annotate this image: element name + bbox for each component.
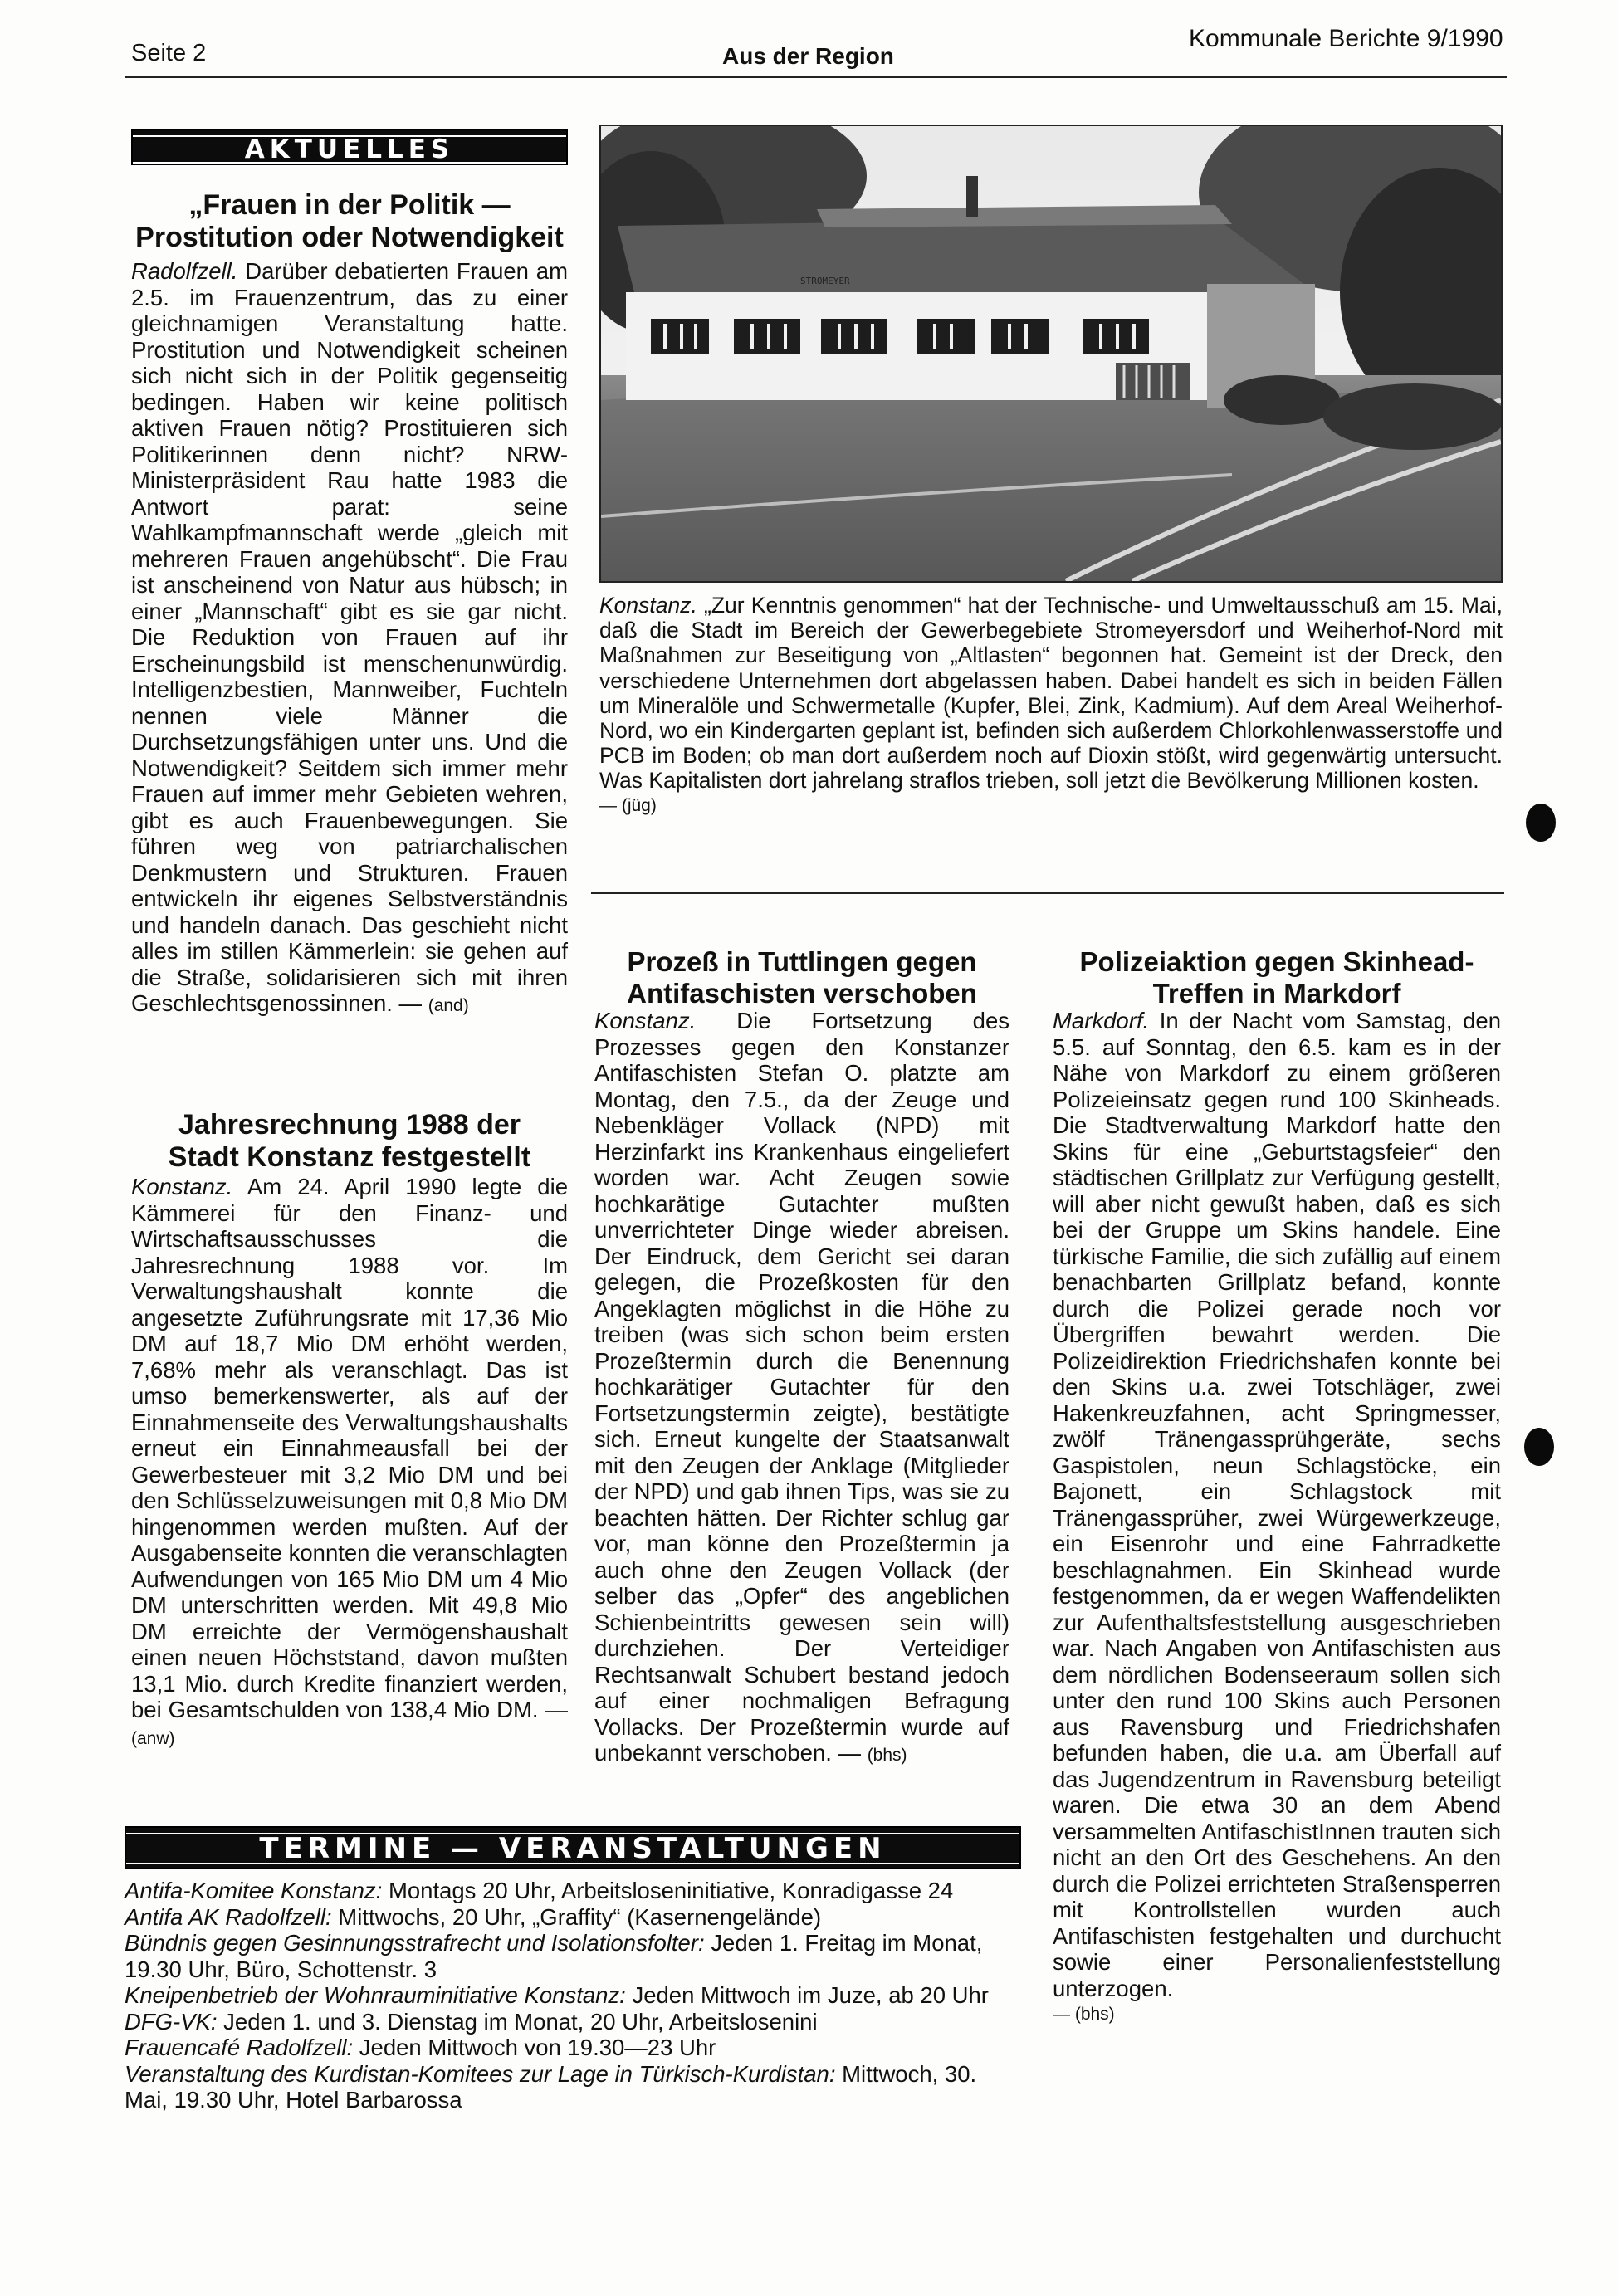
headline-line: Polizeiaktion gegen Skinhead-	[1079, 946, 1474, 977]
author-tag: (bhs)	[867, 1746, 907, 1765]
dateline: Konstanz.	[599, 593, 697, 618]
event-details: Jeden Mittwoch im Juze, ab 20 Uhr	[625, 1982, 989, 2008]
headline-line: Stadt Konstanz festgestellt	[168, 1141, 531, 1174]
event-organizer: Antifa-Komitee Konstanz:	[125, 1878, 383, 1903]
aktuelles-banner-label: AKTUELLES	[133, 135, 566, 164]
headline-line: Prozeß in Tuttlingen gegen	[627, 946, 977, 977]
punch-hole-upper	[1526, 804, 1556, 842]
article-text: Darüber debatierten Frauen am 2.5. im Frauenzentrum, das zu einer gleichnamigen Veranstaltung hatte. Prostitution und Notwendigkeit scheinen sich nicht sich in der Politik gegenseitig bedingen. Haben wir keine politisch aktiven Frauen nötig? Prostituieren sich Politikerinnen denn nicht? NRW-Ministerpräsident Rau hatte 1983 die Antwort parat: seine Wahlkampfmannschaft werde „gleich mit mehreren Frauen angehübscht“. Die Frau ist anscheinend von Natur aus hübsch; in einer „Mannschaft“ gibt es sie gar nicht. Die Reduktion von Frauen auf ihr Erscheinungsbild ist menschenunwürdig. Intelligenzbestien, Mannweiber, Fuchteln nennen viele Männer die Durchsetzungsfähigen unter uns. Und die Notwendigkeit? Seitdem sich immer mehr Frauen auf immer mehr Gebieten wehren, gibt es auch Frauenbewegungen. Sie führen weg von patriarchalischen Denkmustern und Strukturen. Frauen entwickeln ihr eigenes Selbstverständnis und handeln danach. Das geschieht nicht alles im stillen Kämmerlein: sie gehen auf die Straße, solidarisieren sich mit ihren Geschlechtsgenossinnen. —	[131, 258, 568, 1016]
event-organizer: Veranstaltung des Kurdistan-Komitees zur Lage in Türkisch-Kurdistan:	[125, 2060, 836, 2087]
headline-line: Prostitution oder Notwendigkeit	[135, 222, 564, 254]
event-organizer: Antifa AK Radolfzell:	[125, 1903, 332, 1930]
dateline: Radolfzell.	[131, 258, 238, 284]
caption-rule	[591, 892, 1504, 894]
photo-caption	[599, 593, 1503, 818]
author-tag: (anw)	[131, 1728, 175, 1748]
event-details: Montags 20 Uhr, Arbeitsloseninitiative, Konradigasse 24	[382, 1878, 954, 1903]
article-text: In der Nacht vom Samstag, den 5.5. auf Sonntag, den 6.5. kam es in der Nähe von Markdorf zu einem größeren Polizeieinsatz gegen rund 100 Skinheads. Die Stadtverwaltung Markdorf hatte den Skins für eine „Geburtstagsfeier“ den städtischen Grillplatz zur Verfügung gestellt, will aber nicht gewußt haben, daß es sich bei der Gruppe um Skins handele. Eine türkische Familie, die sich zufällig auf einem benachbarten Grillplatz befand, konnte durch die Polizei gerade noch vor Übergriffen bewahrt werden. Die Polizeidirektion Friedrichshafen konnte bei den Skins u.a. zwei Totschläger, zwei Hakenkreuzfahnen, acht Springmesser, zwölf Tränengassprühgeräte, sechs Gaspistolen, neun Schlagstöcke, ein Bajonett, ein Schlagstock mit Tränengassprüher, zwei Würgewerkzeuge, ein Eisenrohr und eine Fahrradkette beschlagnahmen. Ein Skinhead wurde festgenommen, da er wegen Waffendelikten zur Aufenthaltsfeststellung ausgeschrieben war. Nach Angaben von Antifaschisten aus dem nördlichen Bodenseeraum sollen sich unter den rund 100 Skins auch Personen aus Ravensburg und Friedrichshafen befunden haben, die u.a. am Überfall auf das Jugendzentrum in Ravensburg beteiligt waren. Die etwa 30 an dem Abend versammelten AntifaschistInnen trauten sich nicht an den Ort des Geschehens. An den durch die Polizei errichteten Straßensperren mit Kontrollstellen wurden auch Antifaschisten festgehalten und durchucht sowie einer Personalienfeststellung unterzogen.	[1053, 1008, 1502, 2001]
termine-banner	[125, 1826, 1021, 1869]
event-item	[125, 1904, 1021, 1931]
article-jahresrechnung-headline	[131, 1109, 568, 1174]
headline-line: Treffen in Markdorf	[1152, 977, 1401, 1009]
article-text: Die Fortsetzung des Prozesses gegen den Konstanzer Antifaschisten Stefan O. platzte am Montag, den 7.5., da der Zeuge und Nebenkläger Vollack (NPD) mit Herzinfarkt ins Krankenhaus eingeliefert worden war. Acht Zeugen sowie hochkarätige Gutachter mußten unverrichteter Dinge wieder abreisen. Der Eindruck, dem Gericht sei daran gelegen, die Prozeßkosten für den Angeklagten möglichst in die Höhe zu treiben (was sich schon beim ersten Prozeßtermin durch die Benennung hochkarätiger Gutachter für den Fortsetzungstermin zeigte), bestätigte sich. Erneut kungelte der Staatsanwalt mit den Zeugen der Anklage (Mitglieder der NPD) und gab ihnen Tips, was sie zu beachten hätten. Der Richter schlug gar vor, man könne den Prozeßtermin ja auch ohne den Zeugen Vollack (der selber das „Opfer“ des angeblichen Schienbeintritts gewesen sein will) durchziehen. Der Verteidiger Rechtsanwalt Schubert bestand jedoch auf einer nochmaligen Befragung Vollacks. Der Prozeßtermin wurde auf unbekannt verschoben. —	[594, 1008, 1010, 1766]
article-markdorf-headline	[1053, 946, 1501, 1009]
section-title: Aus der Region	[722, 43, 894, 69]
event-details: Jeden Mittwoch von 19.30—23 Uhr	[353, 2035, 716, 2060]
article-text: Am 24. April 1990 legte die Kämmerei für den Finanz- und Wirtschaftsausschusses die Jahresrechnung 1988 vor. Im Verwaltungshaushalt konnte die angesetzte Zuführungsrate mit 17,36 Mio DM auf 18,7 Mio DM erhöht werden, 7,68% mehr als veranschlagt. Das ist umso bemerkenswerter, als auf der Einnahmenseite des Verwaltungshaushalts erneut ein Einnahmeausfall bei der Gewerbesteuer mit 3,2 Mio DM und bei den Schlüsselzuweisungen mit 0,8 Mio DM hingenommen werden mußten. Auf der Ausgabenseite konnten die veranschlagten Aufwendungen von 165 Mio DM um 4 Mio DM unterschritten werden. Mit 49,8 Mio DM erreichte der Vermögenshaushalt einen neuen Höchststand, davon mußten 13,1 Mio. durch Kredite finanziert werden, bei Gesamtschulden von 138,4 Mio DM. —	[131, 1174, 569, 1722]
event-details: Mittwochs, 20 Uhr, „Graffity“ (Kasernengelände)	[331, 1903, 822, 1930]
dateline: Markdorf.	[1053, 1008, 1150, 1033]
author-tag: — (bhs)	[1053, 2005, 1115, 2024]
headline-line: „Frauen in der Politik —	[188, 189, 511, 221]
author-tag: — (jüg)	[599, 795, 657, 815]
photo-building	[599, 125, 1503, 583]
punch-hole-lower	[1524, 1428, 1554, 1466]
photo-sign-text: STROMEYER	[800, 276, 850, 286]
headline-line: Antifaschisten verschoben	[627, 977, 977, 1009]
dateline: Konstanz.	[131, 1174, 233, 1199]
header-rule	[125, 76, 1507, 78]
aktuelles-banner	[131, 129, 568, 165]
event-item	[125, 1878, 1021, 1904]
event-item	[125, 1930, 1021, 1982]
headline-line: Jahresrechnung 1988 der	[178, 1109, 521, 1141]
event-item	[125, 2061, 1021, 2113]
event-details: Jeden 1. Freitag im Monat, 19.30 Uhr, Büro, Schottenstr. 3	[125, 1930, 983, 1982]
termine-banner-label: TERMINE — VERANSTALTUNGEN	[126, 1833, 1019, 1864]
page-number: Seite 2	[131, 40, 207, 66]
event-organizer: Kneipenbetrieb der Wohnrauminitiative Konstanz:	[125, 1982, 626, 2008]
article-frauen-headline	[131, 189, 568, 254]
event-item	[125, 2035, 1021, 2061]
publication-title: Kommunale Berichte 9/1990	[1189, 25, 1503, 52]
event-item	[125, 2009, 1021, 2035]
event-organizer: Frauencafé Radolfzell:	[125, 2035, 354, 2060]
article-tuttlingen-headline	[594, 946, 1009, 1009]
photo-building-image	[601, 126, 1501, 581]
caption-text: „Zur Kenntnis genommen“ hat der Technische- und Umweltausschuß am 15. Mai, daß die Stadt im Bereich der Gewerbegebiete Stromeyersdorf und Weiherhof-Nord mit Maßnahmen zur Beseitigung von „Altlasten“ begonnen hat. Gemeint ist der Dreck, den verschiedene Unternehmen dort abgelassen haben. Dabei handelt es sich in beiden Fällen um Mineralöle und Schwermetalle (Kupfer, Blei, Zink, Kadmium). Auf dem Areal Weiherhof-Nord, wo ein Kindergarten geplant ist, befinden sich außerdem Chlorkohlenwasserstoffe und PCB im Boden; ob man dort außerdem noch auf Dioxin stößt, wird gegenwärtig untersucht. Was Kapitalisten dort jahrelang straflos trieben, soll jetzt die Bevölkerung Millionen kosten.	[599, 593, 1503, 794]
event-organizer: Bündnis gegen Gesinnungsstrafrecht und Isolationsfolter:	[125, 1930, 705, 1956]
dateline: Konstanz.	[594, 1008, 697, 1033]
author-tag: (and)	[428, 996, 469, 1015]
event-item	[125, 1982, 1021, 2009]
article-jahresrechnung-body	[131, 1174, 568, 1751]
article-tuttlingen-body	[594, 1008, 1009, 1769]
article-markdorf-body	[1053, 1008, 1501, 2028]
events-list	[125, 1878, 1021, 2113]
event-details: Mittwoch, 30. Mai, 19.30 Uhr, Hotel Barbarossa	[125, 2060, 977, 2113]
event-organizer: DFG-VK:	[125, 2008, 218, 2035]
event-details: Jeden 1. und 3. Dienstag im Monat, 20 Uhr, Arbeitslosenini	[217, 2008, 818, 2035]
article-frauen-body	[131, 258, 568, 1019]
